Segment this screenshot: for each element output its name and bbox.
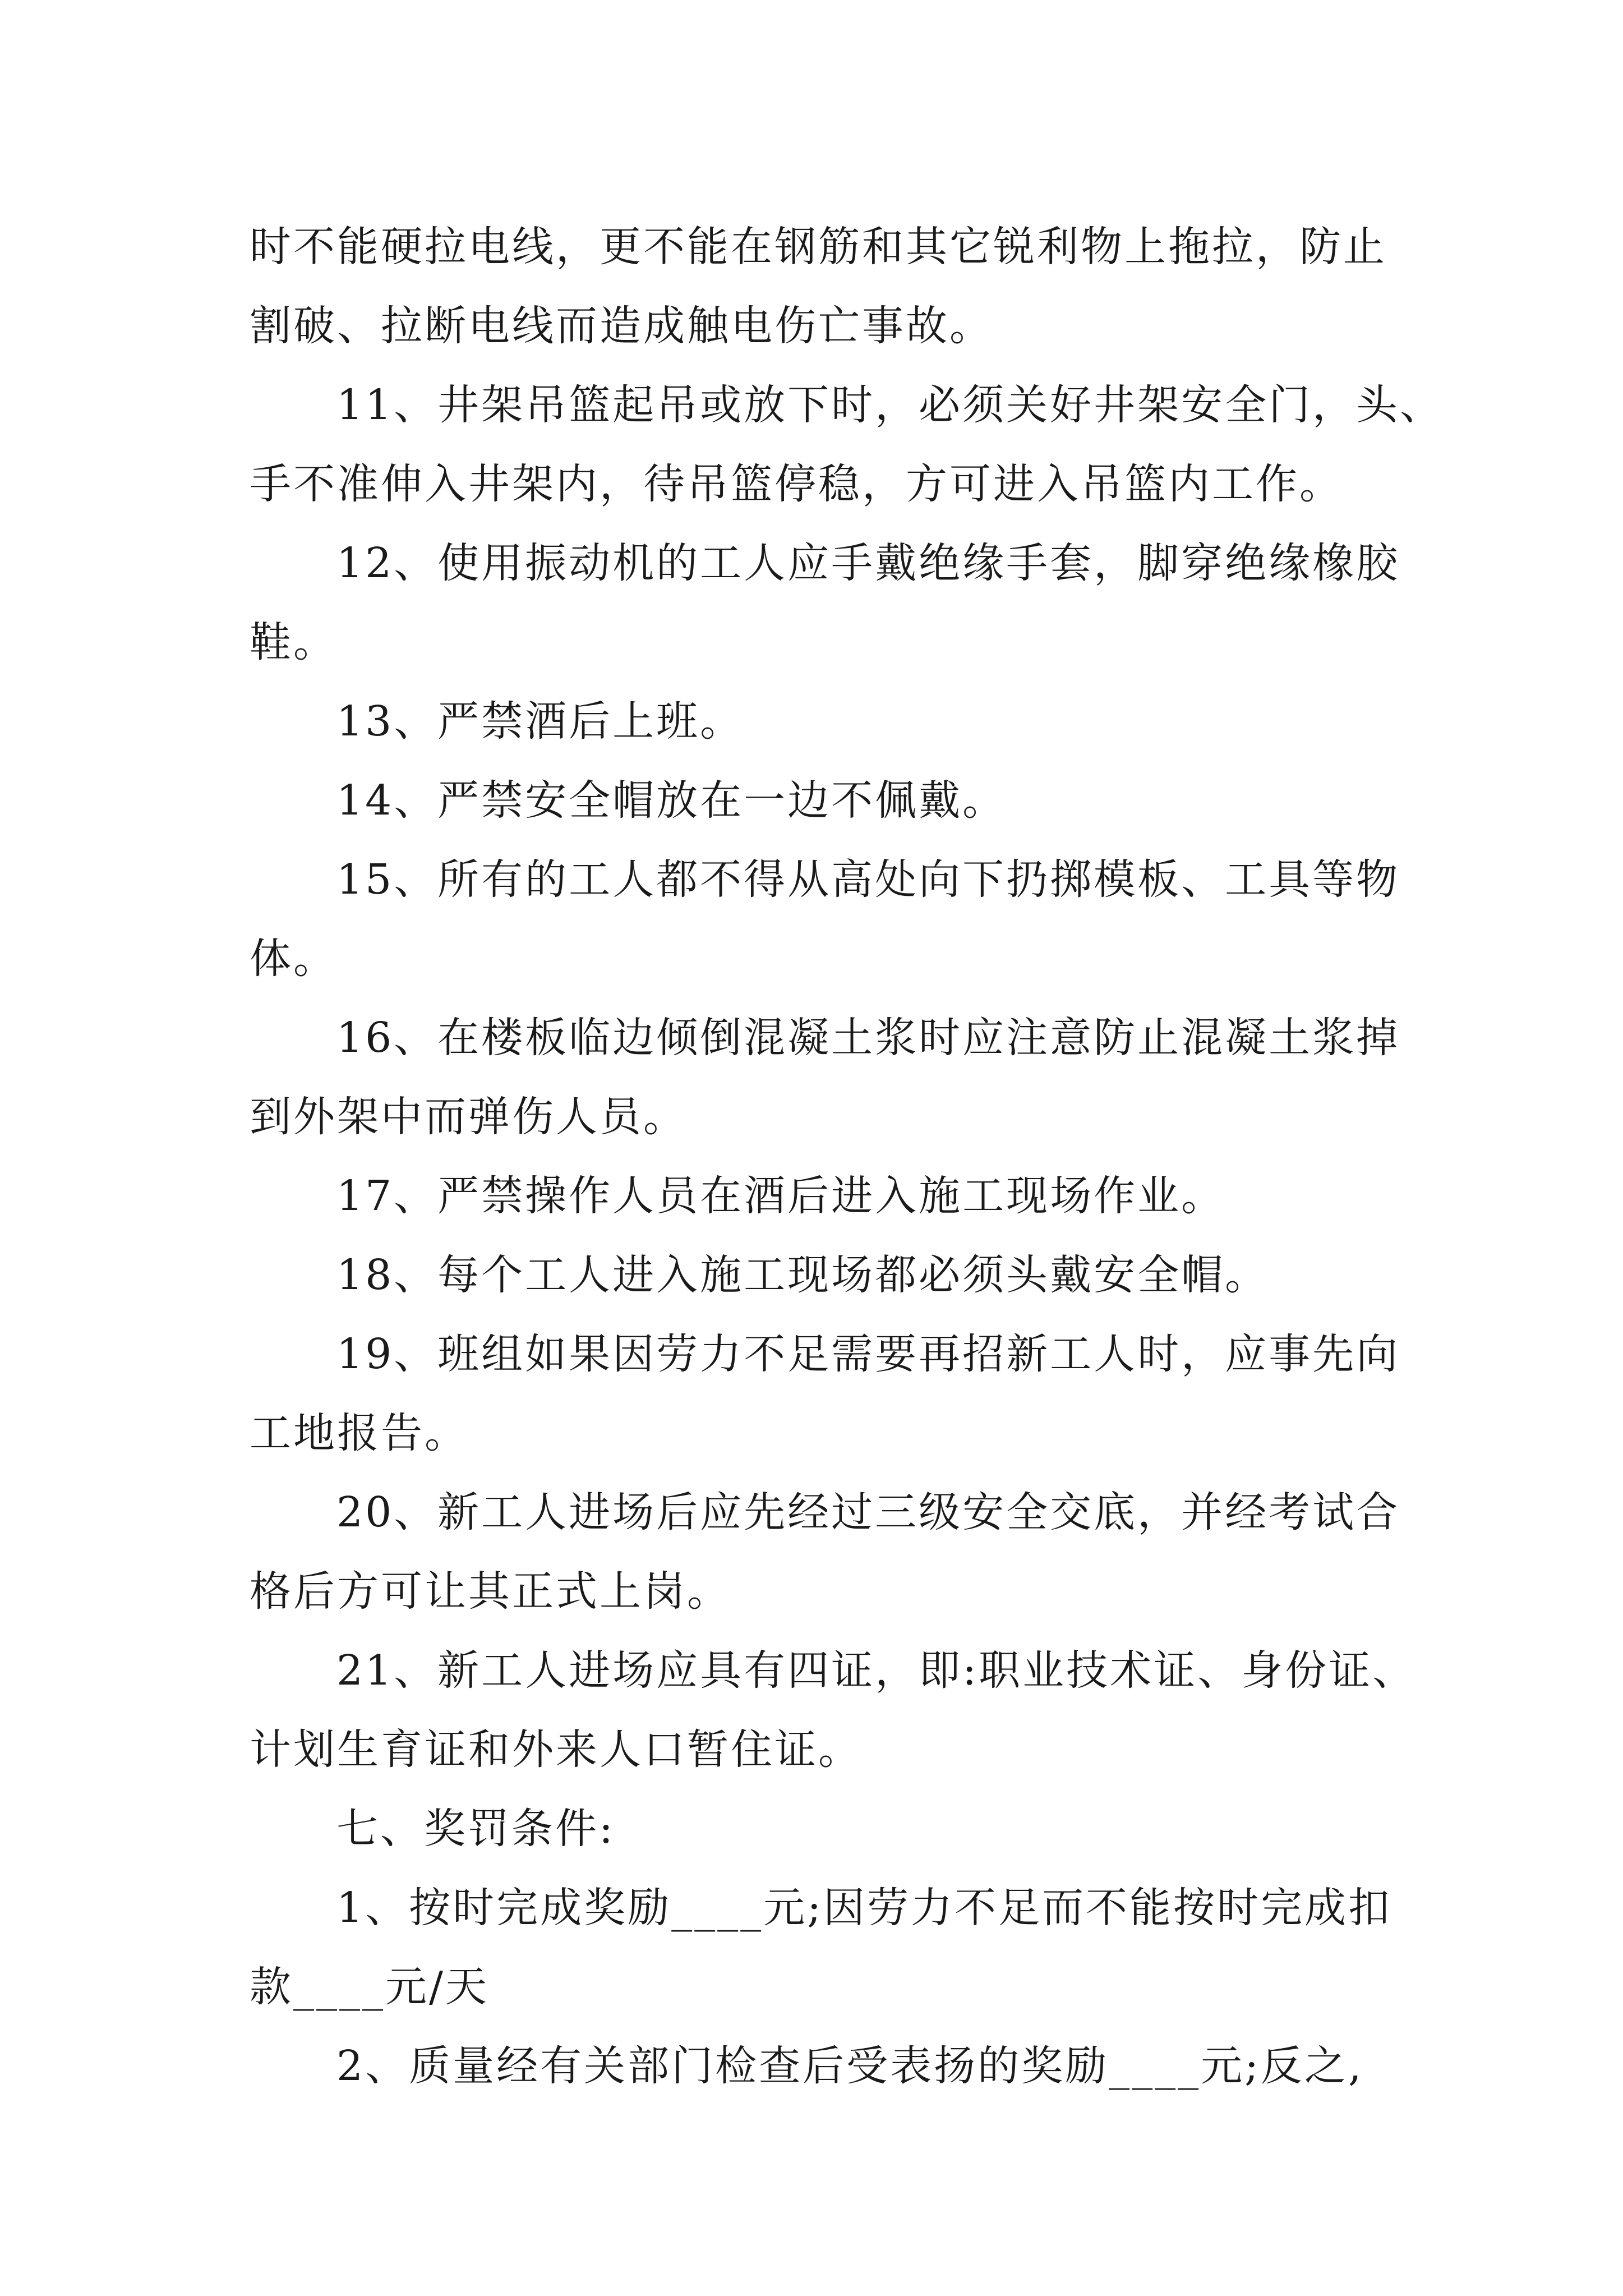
paragraph-17 — [250, 1157, 1382, 1236]
paragraph-18 — [250, 1236, 1382, 1315]
text-line: 15、所有的工人都不得从高处向下扔掷模板、工具等物 — [336, 855, 1400, 904]
text-line: 2、质量经有关部门检查后受表扬的奖励____元;反之, — [336, 2042, 1364, 2090]
paragraph-14 — [250, 761, 1382, 840]
text-line: 16、在楼板临边倾倒混凝土浆时应注意防止混凝土浆掉 — [336, 1014, 1400, 1062]
text-line: 13、严禁酒后上班。 — [336, 697, 744, 746]
paragraph-21 — [250, 1631, 1417, 1789]
document-body — [250, 208, 1444, 2106]
paragraph-20 — [250, 1473, 1400, 1631]
paragraph-10-continued — [250, 208, 1387, 366]
reward-item-2 — [250, 2027, 1382, 2106]
text-line: 20、新工人进场后应先经过三级安全交底，并经考试合 — [336, 1488, 1400, 1536]
text-line: 11、井架吊篮起吊或放下时，必须关好井架安全门，头、 — [336, 381, 1444, 429]
text-line: 19、班组如果因劳力不足需要再招新工人时，应事先向 — [336, 1330, 1400, 1378]
text-line: 工地报告。 — [250, 1409, 468, 1457]
text-line: 体。 — [250, 935, 337, 983]
text-line: 手不准伸入井架内，待吊篮停稳，方可进入吊篮内工作。 — [250, 460, 1343, 508]
text-line: 到外架中而弹伤人员。 — [250, 1093, 687, 1141]
paragraph-15 — [250, 840, 1400, 999]
text-line: 格后方可让其正式上岗。 — [250, 1567, 731, 1616]
paragraph-12 — [250, 524, 1400, 682]
text-line: 款____元/天 — [250, 1963, 489, 2011]
paragraph-16 — [250, 999, 1400, 1157]
text-line: 计划生育证和外来人口暂住证。 — [250, 1726, 862, 1774]
text-line: 1、按时完成奖励____元;因劳力不足而不能按时完成扣 — [336, 1884, 1393, 1932]
section-heading-rewards-penalties — [250, 1789, 1382, 1869]
text-line: 14、严禁安全帽放在一边不佩戴。 — [336, 776, 1007, 825]
text-line: 21、新工人进场应具有四证，即:职业技术证、身份证、 — [336, 1646, 1417, 1695]
paragraph-19 — [250, 1315, 1400, 1473]
section-heading: 七、奖罚条件: — [336, 1805, 615, 1853]
text-line: 时不能硬拉电线，更不能在钢筋和其它锐利物上拖拉，防止 — [250, 223, 1387, 271]
paragraph-13 — [250, 682, 1382, 761]
text-line: 12、使用振动机的工人应手戴绝缘手套，脚穿绝缘橡胶 — [336, 539, 1400, 587]
reward-item-1 — [250, 1869, 1393, 2027]
text-line: 17、严禁操作人员在酒后进入施工现场作业。 — [336, 1172, 1225, 1220]
text-line: 鞋。 — [250, 618, 337, 666]
text-line: 割破、拉断电线而造成触电伤亡事故。 — [250, 302, 993, 350]
paragraph-11 — [250, 366, 1444, 524]
text-line: 18、每个工人进入施工现场都必须头戴安全帽。 — [336, 1251, 1269, 1299]
